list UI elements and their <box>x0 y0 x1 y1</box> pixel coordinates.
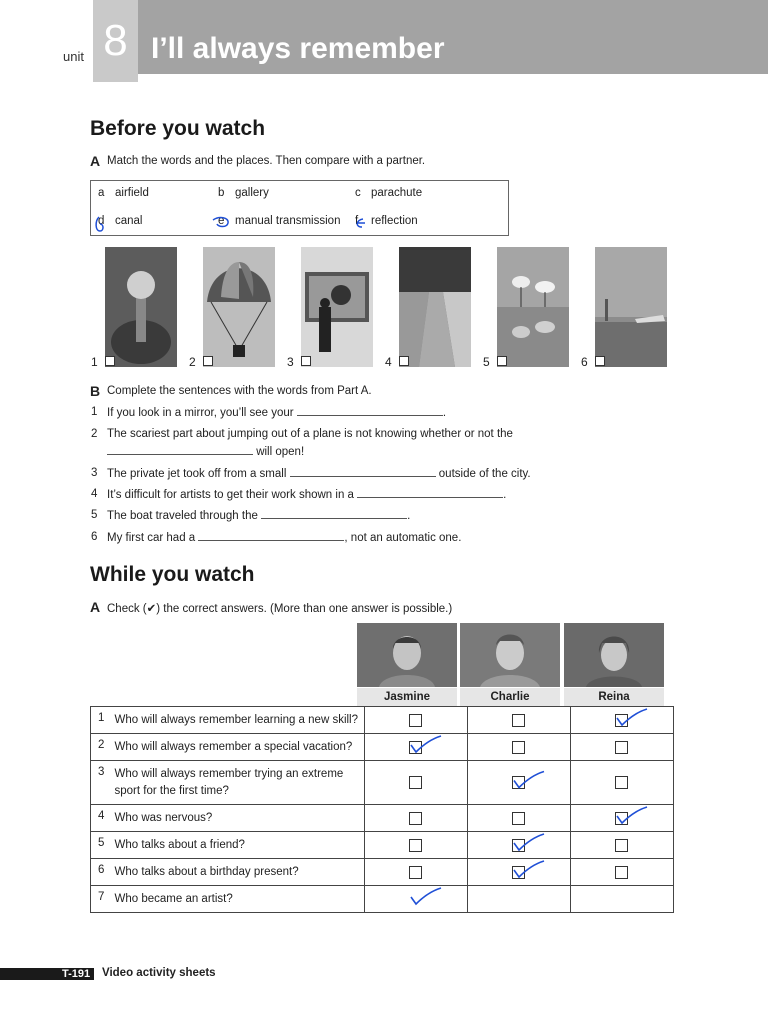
photo-number: 4 <box>385 355 392 369</box>
photo-airfield <box>595 247 667 367</box>
sentence-number: 5 <box>91 509 98 521</box>
answer-cell-jasmine[interactable] <box>364 734 467 761</box>
photo-charlie <box>460 623 560 687</box>
section-heading-while: While you watch <box>90 563 255 586</box>
name-reina: Reina <box>564 688 664 706</box>
checkbox[interactable] <box>615 776 628 789</box>
answer-cell-reina[interactable] <box>570 886 673 913</box>
sentence <box>107 531 461 544</box>
sentence-post: will open! <box>253 446 305 458</box>
checkbox[interactable] <box>512 714 525 727</box>
photo-answer-box[interactable] <box>203 356 213 366</box>
part-a-label: A <box>90 153 101 169</box>
photo-reina <box>564 623 664 687</box>
photo-number: 6 <box>581 355 588 369</box>
answer-cell-reina[interactable] <box>570 859 673 886</box>
answer-blank[interactable] <box>297 406 443 416</box>
photo-flamingos <box>497 247 569 367</box>
sentence-pre: The scariest part about jumping out of a plane is not knowing whether or not the <box>107 428 513 440</box>
question-text: Who was nervous? <box>109 805 365 832</box>
name-charlie: Charlie <box>460 688 560 706</box>
answer-cell-charlie[interactable] <box>467 886 570 913</box>
question-text: Who became an artist? <box>109 886 365 913</box>
sentence <box>107 445 304 458</box>
sentence-pre: It’s difficult for artists to get their work shown in a <box>107 489 354 501</box>
part-b-label: B <box>90 383 101 399</box>
photo-number: 5 <box>483 355 490 369</box>
sentence-post: outside of the city. <box>435 468 531 480</box>
checkbox[interactable] <box>409 741 422 754</box>
table-row <box>91 805 674 832</box>
name-jasmine: Jasmine <box>357 688 457 706</box>
checkbox[interactable] <box>409 776 422 789</box>
word-item: reflection <box>371 215 418 227</box>
checkbox[interactable] <box>615 714 628 727</box>
question-text: Who will always remember trying an extreme sport for the first time? <box>109 761 365 805</box>
sentence-number: 3 <box>91 467 98 479</box>
word-item: manual transmission <box>235 215 341 227</box>
word-letter: f <box>355 215 359 227</box>
question-number: 1 <box>91 707 109 734</box>
sentence <box>107 467 531 480</box>
word-letter: a <box>98 187 105 199</box>
answer-blank[interactable] <box>107 445 253 455</box>
sentence-pre: My first car had a <box>107 532 196 544</box>
answer-cell-jasmine[interactable] <box>364 805 467 832</box>
sentence-number: 1 <box>91 406 98 418</box>
question-number: 4 <box>91 805 109 832</box>
answer-cell-charlie[interactable] <box>467 707 570 734</box>
part-a-label: A <box>90 599 101 615</box>
photo-answer-box[interactable] <box>105 356 115 366</box>
word-item: airfield <box>115 187 149 199</box>
sentence-number: 2 <box>91 428 98 440</box>
question-text: Who talks about a birthday present? <box>109 859 365 886</box>
word-letter: b <box>218 187 225 199</box>
photo-jasmine <box>357 623 457 687</box>
answer-cell-charlie[interactable] <box>467 761 570 805</box>
answer-cell-charlie[interactable] <box>467 805 570 832</box>
sentence <box>107 509 410 522</box>
answer-cell-reina[interactable] <box>570 761 673 805</box>
photo-answer-box[interactable] <box>497 356 507 366</box>
checkbox[interactable] <box>409 866 422 879</box>
footer-section: Video activity sheets <box>102 967 216 979</box>
answer-cell-reina[interactable] <box>570 805 673 832</box>
question-text: Who will always remember a special vacation? <box>109 734 365 761</box>
sentence-pre: If you look in a mirror, you’ll see your <box>107 407 294 419</box>
sentence-post: . <box>407 510 411 522</box>
word-item: parachute <box>371 187 423 199</box>
photo-gallery <box>301 247 373 367</box>
table-row <box>91 832 674 859</box>
sentence <box>107 488 506 501</box>
checkbox[interactable] <box>615 866 628 879</box>
checkbox[interactable] <box>512 776 525 789</box>
word-item: gallery <box>235 187 269 199</box>
checkbox[interactable] <box>615 741 628 754</box>
photo-gear-stick <box>105 247 177 367</box>
section-heading-before: Before you watch <box>90 117 266 140</box>
checkbox[interactable] <box>512 812 525 825</box>
answer-cell-jasmine[interactable] <box>364 707 467 734</box>
photo-parachute <box>203 247 275 367</box>
handwritten-marks <box>91 211 511 237</box>
answer-cell-jasmine[interactable] <box>364 832 467 859</box>
unit-label: unit <box>63 49 84 64</box>
answer-cell-jasmine[interactable] <box>364 859 467 886</box>
checkbox[interactable] <box>512 866 525 879</box>
questions-table <box>90 706 674 913</box>
answer-cell-reina[interactable] <box>570 734 673 761</box>
question-number: 2 <box>91 734 109 761</box>
checkbox[interactable] <box>615 812 628 825</box>
table-row <box>91 734 674 761</box>
answer-cell-charlie[interactable] <box>467 859 570 886</box>
question-text: Who will always remember learning a new skill? <box>109 707 365 734</box>
question-number: 6 <box>91 859 109 886</box>
answer-blank[interactable] <box>261 509 407 519</box>
word-item: canal <box>115 215 143 227</box>
word-box <box>90 180 509 236</box>
question-number: 3 <box>91 761 109 805</box>
photo-canal <box>399 247 471 367</box>
word-letter: d <box>98 215 105 227</box>
answer-cell-reina[interactable] <box>570 832 673 859</box>
answer-cell-charlie[interactable] <box>467 734 570 761</box>
answer-blank[interactable] <box>290 467 436 477</box>
sentence-post: , not an automatic one. <box>344 532 462 544</box>
word-letter: e <box>218 215 225 227</box>
part-a-instruction: Check (✔) the correct answers. (More than one answer is possible.) <box>107 603 453 615</box>
photo-number: 3 <box>287 355 294 369</box>
sentence-pre: The private jet took off from a small <box>107 468 287 480</box>
unit-number: 8 <box>93 0 138 82</box>
answer-cell-reina[interactable] <box>570 707 673 734</box>
question-number: 7 <box>91 886 109 913</box>
photo-number: 2 <box>189 355 196 369</box>
word-letter: c <box>355 187 361 199</box>
photo-number: 1 <box>91 355 98 369</box>
answer-blank[interactable] <box>357 488 503 498</box>
sentence-number: 4 <box>91 488 98 500</box>
footer-page-number: T-191 <box>62 968 91 980</box>
checkbox[interactable] <box>409 714 422 727</box>
table-row <box>91 886 674 913</box>
check-mark-icon <box>365 886 467 912</box>
answer-cell-jasmine[interactable] <box>364 761 467 805</box>
answer-cell-jasmine[interactable] <box>364 886 467 913</box>
sentence-post: . <box>503 489 507 501</box>
sentence-number: 6 <box>91 531 98 543</box>
answer-blank[interactable] <box>198 531 344 541</box>
question-text: Who talks about a friend? <box>109 832 365 859</box>
photo-answer-box[interactable] <box>301 356 311 366</box>
table-row <box>91 707 674 734</box>
table-row <box>91 761 674 805</box>
checkbox[interactable] <box>409 812 422 825</box>
checkbox[interactable] <box>512 741 525 754</box>
answer-cell-charlie[interactable] <box>467 832 570 859</box>
checkbox[interactable] <box>409 839 422 852</box>
unit-title: I’ll always remember <box>151 32 445 65</box>
sentence-pre: The boat traveled through the <box>107 510 258 522</box>
sentence-post: . <box>442 407 447 419</box>
part-b-instruction: Complete the sentences with the words from Part A. <box>107 385 372 397</box>
photo-answer-box[interactable] <box>399 356 409 366</box>
checkbox[interactable] <box>512 839 525 852</box>
part-a-instruction: Match the words and the places. Then compare with a partner. <box>107 155 426 167</box>
table-row <box>91 859 674 886</box>
photo-answer-box[interactable] <box>595 356 605 366</box>
question-number: 5 <box>91 832 109 859</box>
checkbox[interactable] <box>615 839 628 852</box>
sentence <box>107 406 446 419</box>
